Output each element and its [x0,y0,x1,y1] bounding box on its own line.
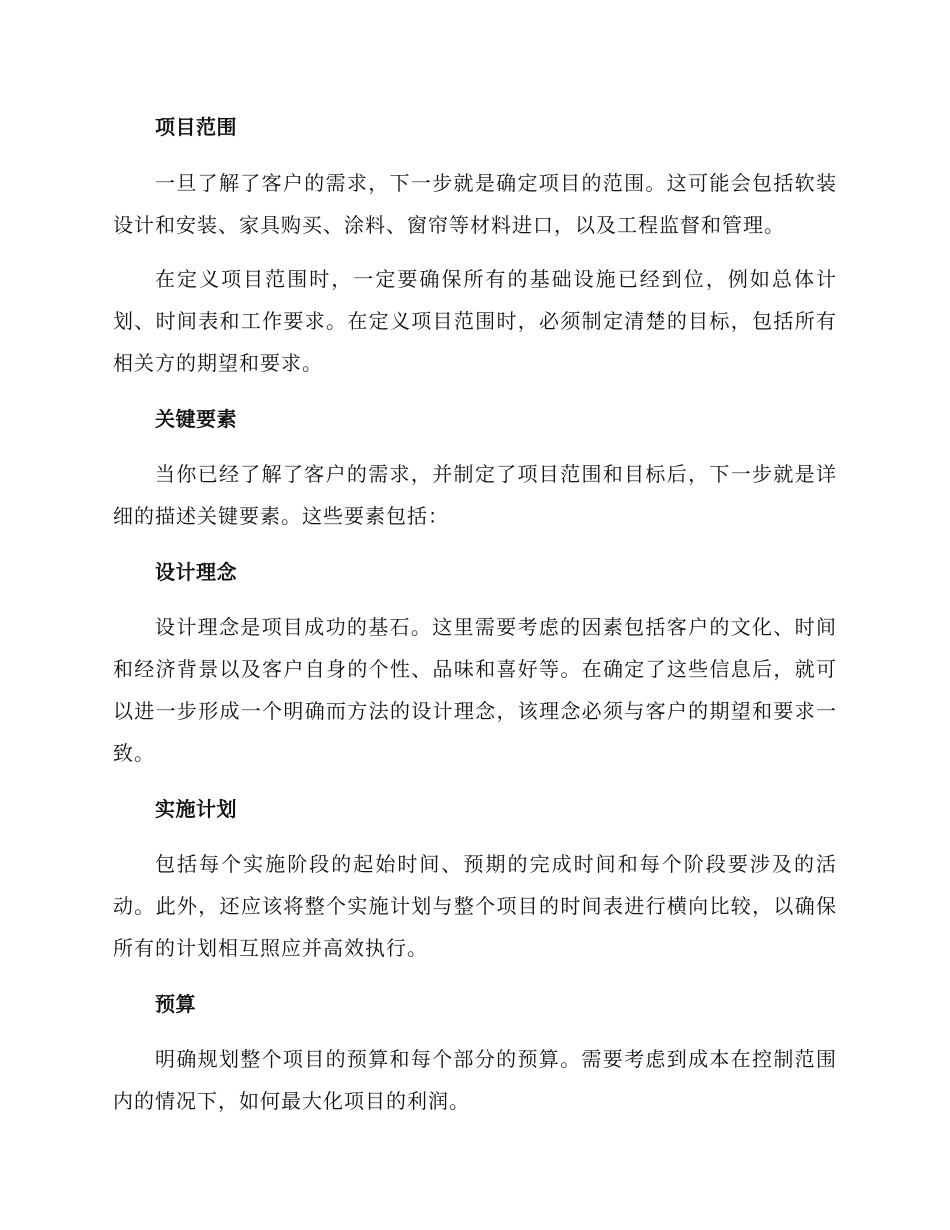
section-heading-budget: 预算 [155,992,196,1016]
paragraph-key-elements: 当你已经了解了客户的需求，并制定了项目范围和目标后，下一步就是详细的描述关键要素。这些要素包括： [113,462,837,528]
section-heading-key-elements: 关键要素 [155,407,237,431]
paragraph-project-scope-2: 在定义项目范围时，一定要确保所有的基础设施已经到位，例如总体计划、时间表和工作要求。在定义项目范围时，必须制定清楚的目标，包括所有相关方的期望和要求。 [113,267,837,375]
paragraph-implementation-plan: 包括每个实施阶段的起始时间、预期的完成时间和每个阶段要涉及的活动。此外，还应该将整个实施计划与整个项目的时间表进行横向比较，以确保所有的计划相互照应并高效执行。 [113,852,837,960]
section-heading-implementation-plan: 实施计划 [155,797,237,821]
section-heading-design-concept: 设计理念 [155,560,237,584]
paragraph-budget: 明确规划整个项目的预算和每个部分的预算。需要考虑到成本在控制范围内的情况下，如何最大化项目的利润。 [113,1047,837,1113]
paragraph-design-concept: 设计理念是项目成功的基石。这里需要考虑的因素包括客户的文化、时间和经济背景以及客户自身的个性、品味和喜好等。在确定了这些信息后，就可以进一步形成一个明确而方法的设计理念，该理念必须与客户的期望和要求一致。 [113,615,837,765]
section-heading-project-scope: 项目范围 [155,115,237,139]
paragraph-project-scope-1: 一旦了解了客户的需求，下一步就是确定项目的范围。这可能会包括软装设计和安装、家具购买、涂料、窗帘等材料进口，以及工程监督和管理。 [113,171,837,237]
